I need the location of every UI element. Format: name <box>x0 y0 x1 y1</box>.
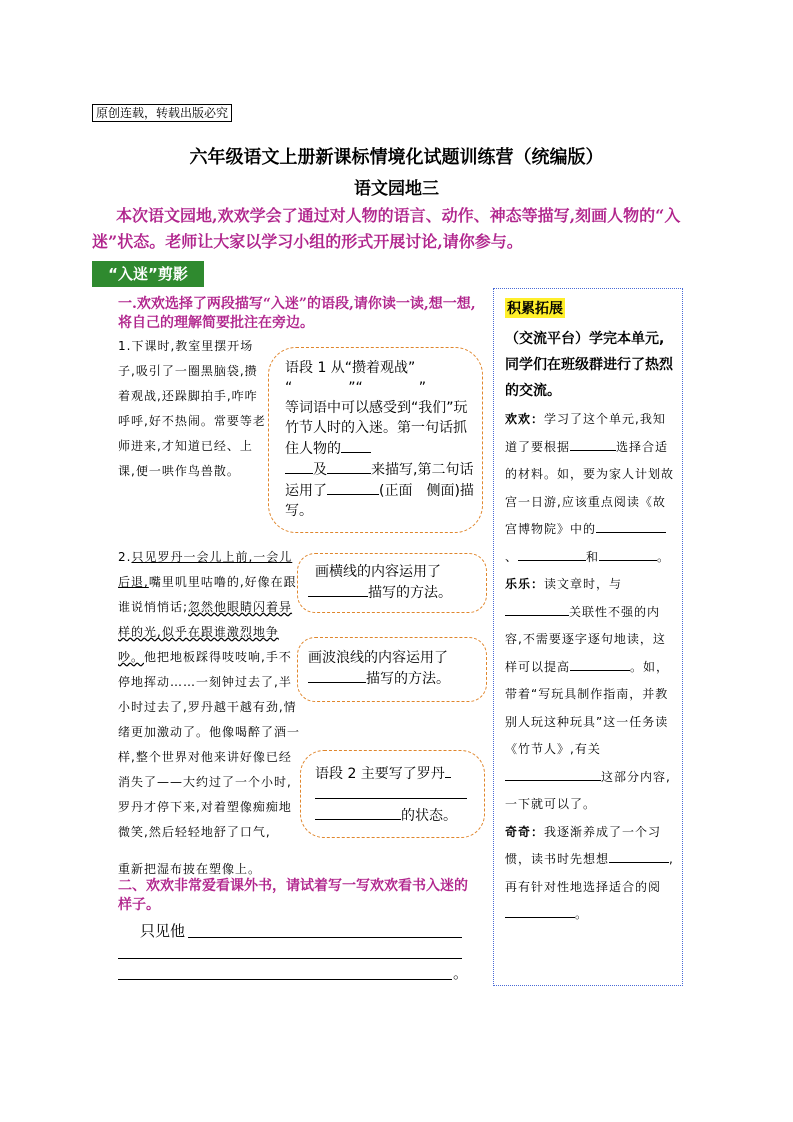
qiqi-text-1: 我逐渐养成了一个习惯，读书时先想想 <box>505 824 662 866</box>
writing-line-2[interactable] <box>118 958 462 959</box>
sidebar-intro: （交流平台）学完本单元,同学们在班级群进行了热烈的交流。 <box>505 331 673 399</box>
annotation-bubble-1 <box>268 347 483 533</box>
bubble1-line4: 来描写,第二句话运用了 <box>285 462 474 499</box>
passage-2-underlined: 只见罗丹一会儿上前,一会儿后退, <box>118 550 293 589</box>
bubble1-line5: (正面 侧面)描写。 <box>285 483 474 519</box>
bubble1-line2: “ ”“ ” <box>285 380 427 396</box>
blank[interactable] <box>285 459 313 474</box>
page-subtitle: 语文园地三 <box>354 179 439 199</box>
lele-text-1: 读文章时，与 <box>544 577 623 591</box>
blank[interactable] <box>505 601 569 616</box>
bubble2-text: 画横线的内容运用了 <box>315 564 441 580</box>
write-end: 。 <box>453 964 469 982</box>
blank[interactable] <box>599 546 657 561</box>
bubble1-line3: 等词语中可以感受到“我们”玩竹节人时的入迷。第一句话抓住人物的 <box>285 400 468 457</box>
page-title: 六年级语文上册新课标情境化试题训练营（统编版） <box>189 147 604 168</box>
passage-2-mid: 嘴里叽里咕噜的,好像在跟谁说悄悄话; <box>118 575 297 614</box>
huanhuan-end: 。 <box>657 549 671 564</box>
blank[interactable] <box>505 903 575 918</box>
qiqi-text-2: ,再有针对性地选择适合的阅 <box>505 852 674 894</box>
passage-2-rest: 他把地板踩得吱吱响,手不停地挥动……一刻钟过去了,半小时过去了,罗丹越干越有劲,情绪更加激动了。他像喝醉了酒一样,整个世界对他来讲好像已经消失了——大约过了一个小时,罗丹才停下来,对着塑像痴痴地微笑,然后轻轻地舒了口气, <box>118 650 301 839</box>
annotation-bubble-2 <box>297 553 487 613</box>
sidebar-title: 积累拓展 <box>505 298 565 318</box>
blank[interactable] <box>327 459 371 474</box>
passage-2-num: 2. <box>118 550 132 564</box>
sidebar-body: 欢欢：学习了这个单元,我知道了要根据 选择合适的材料。如，要为家人计划故宫一日游,应该重点阅读《故宫博物院》中的、 和 。 乐乐：读文章时，与关联性不强的内容,不需要逐字逐句地读，这样可以提高 。如，带着“写玩具制作指南，并教别人玩这种玩具”这一任务读《竹节人》,有关这部分内容,一下就可以了。 奇奇：我逐渐养成了一个习惯，读书时先想想 ,再有针对性地选择适合的阅。 <box>505 412 675 921</box>
blank[interactable] <box>505 766 601 781</box>
blank[interactable] <box>308 668 366 683</box>
annotation-bubble-4 <box>300 750 485 838</box>
bubble2-text-b: 描写的方法。 <box>368 585 452 601</box>
annotation-bubble-3 <box>297 637 487 702</box>
bubble3-text-b: 描写的方法。 <box>366 671 450 687</box>
bubble3-text: 画波浪线的内容运用了 <box>308 650 448 666</box>
huanhuan-text-2: 选择合适的材料。如，要为家人计划故宫一日游,应该重点阅读《故宫博物院》中的 <box>505 439 675 536</box>
writing-line-3[interactable] <box>118 979 452 980</box>
passage-2-tail: 重新把湿布披在塑像上。 <box>118 862 262 876</box>
blank[interactable] <box>445 763 451 778</box>
blank[interactable] <box>596 518 666 533</box>
passage-1: 1.下课时,教室里摆开场子,吸引了一圈黑脑袋,攒着观战,还跺脚拍手,咋咋呼呼,好不热闹。常要等老师进来,才知道已经、上课,便一哄作鸟兽散。 <box>118 339 266 478</box>
copyright-stamp: 原创连载，转载出版必究 <box>92 104 232 122</box>
bubble1-line1: 语段 1 从“攒着观战” <box>285 360 416 376</box>
blank[interactable] <box>518 546 586 561</box>
bubble1-and: 及 <box>313 462 327 478</box>
blank[interactable] <box>315 805 401 820</box>
passage-2-wavy: 忽然他眼睛闪着异样的光,似乎在跟谁激烈地争吵。 <box>118 600 293 664</box>
lele-text-3: 。如，带着“写玩具制作指南，并教别人玩这种玩具”这一任务读《竹节人》,有关 <box>505 659 670 756</box>
question-2: 二、欢欢非常爱看课外书，请试着写一写欢欢看书入迷的样子。 <box>118 878 468 913</box>
bubble4-text-b: 的状态。 <box>401 808 457 824</box>
lele-text-4: 这部分内容,一下就可以了。 <box>505 769 671 811</box>
blank[interactable] <box>570 436 616 451</box>
write-prompt: 只见他 <box>140 922 186 940</box>
lele-text-2: 关联性不强的内容,不需要逐字逐句地读，这样可以提高 <box>505 604 666 674</box>
speaker-lele: 乐乐： <box>505 577 545 591</box>
blank[interactable] <box>315 784 467 799</box>
passage-2 <box>118 545 303 845</box>
section-banner: “入迷”剪影 <box>92 261 204 287</box>
huanhuan-and: 和 <box>586 549 600 564</box>
speaker-huanhuan: 欢欢： <box>505 412 545 426</box>
blank[interactable] <box>609 848 669 863</box>
question-1: 一.欢欢选择了两段描写“入迷”的语段,请你读一读,想一想,将自己的理解简要批注在旁边。 <box>118 296 476 331</box>
blank[interactable] <box>570 656 630 671</box>
blank[interactable] <box>327 480 379 495</box>
blank[interactable] <box>341 438 371 453</box>
bubble4-text: 语段 2 主要写了罗丹 <box>315 766 445 782</box>
qiqi-end: 。 <box>575 907 589 921</box>
huanhuan-text-1: 学习了这个单元,我知道了要根据 <box>505 412 666 454</box>
writing-line-1[interactable] <box>188 937 462 938</box>
blank[interactable] <box>308 582 368 597</box>
intro-paragraph: 本次语文园地,欢欢学会了通过对人物的语言、动作、神态等描写,刻画人物的“入迷”状态。老师让大家以学习小组的形式开展讨论,请你参与。 <box>92 206 681 251</box>
speaker-qiqi: 奇奇： <box>505 824 545 839</box>
